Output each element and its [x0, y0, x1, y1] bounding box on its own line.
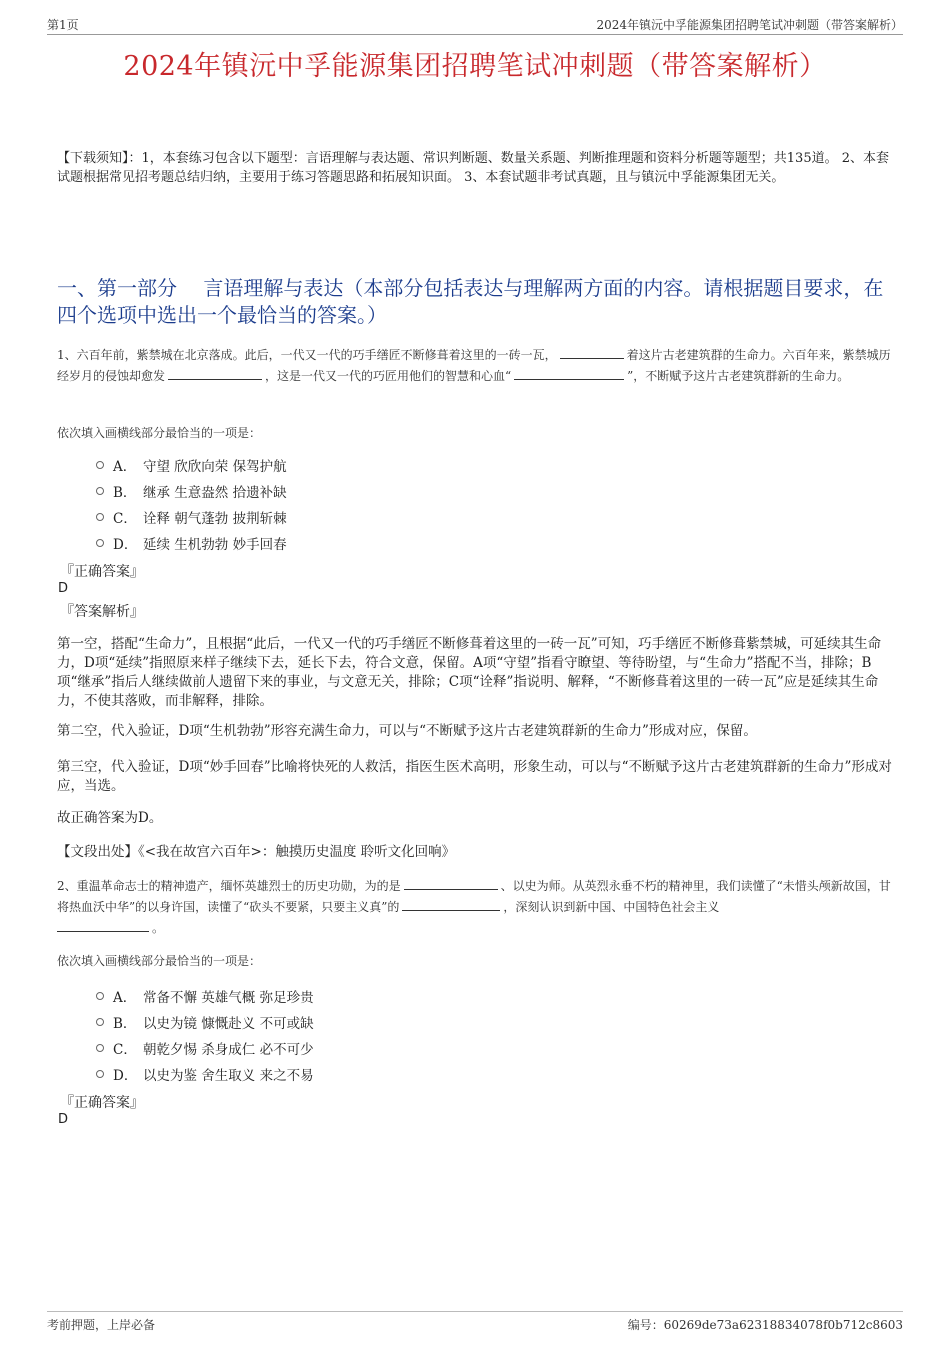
- option-letter: A．: [113, 459, 137, 475]
- section-heading: 一、第一部分 言语理解与表达（本部分包括表达与理解两方面的内容。请根据题目要求，在四个选项中选出一个最恰当的答案。）: [57, 276, 884, 327]
- option-letter: B．: [113, 1016, 137, 1032]
- option-d[interactable]: [96, 1061, 314, 1087]
- radio-icon[interactable]: [96, 513, 104, 521]
- radio-icon[interactable]: [96, 487, 104, 495]
- question-2-prompt: 依次填入画横线部分最恰当的一项是：: [57, 954, 262, 968]
- option-letter: A．: [113, 990, 137, 1006]
- correct-answer-label: 『正确答案』: [60, 1095, 144, 1111]
- option-letter: C．: [113, 1042, 137, 1058]
- analysis-paragraph: 第二空，代入验证，D项“生机勃勃”形容充满生命力，可以与“不断赋予这片古老建筑群新的生命力”形成对应，保留。: [57, 723, 757, 739]
- fill-blank: [57, 919, 149, 932]
- q1-stem-part: 1、六百年前，紫禁城在北京落成。此后，一代又一代的巧手缮匠不断修葺着这里的一砖一瓦，: [57, 348, 557, 362]
- q2-stem-part: ，深刻认识到新中国、中国特色社会主义: [503, 900, 720, 914]
- radio-icon[interactable]: [96, 461, 104, 469]
- option-b[interactable]: [96, 1009, 314, 1035]
- option-letter: C．: [113, 511, 137, 527]
- option-d[interactable]: [96, 530, 287, 556]
- question-1-options: [96, 452, 287, 556]
- footer-serial: 编号：60269de73a62318834078f0b712c8603: [627, 1318, 903, 1332]
- option-text: 以史为镜 慷慨赴义 不可或缺: [143, 1016, 314, 1032]
- analysis-paragraph: 第一空，搭配“生命力”，且根据“此后，一代又一代的巧手缮匠不断修葺着这里的一砖一瓦”可知，巧手缮匠不断修葺紫禁城，可延续其生命力，D项“延续”指照原来样子继续下去，延长下去，符合文意，保留。A项“守望”指看守瞭望、等待盼望，与“生命力”搭配不当，排除；B项“继承”指后人继续做前人遗留下来的事业，与文意无关，排除；C项“诠释”指说明、解释，“不断修葺着这里的一砖一瓦”应是延续其生命力，不使其落败，而非解释，排除。: [57, 636, 882, 709]
- option-text: 诠释 朝气蓬勃 披荆斩棘: [143, 511, 287, 527]
- option-letter: B．: [113, 485, 137, 501]
- option-text: 以史为鉴 舍生取义 来之不易: [143, 1068, 314, 1084]
- option-a[interactable]: [96, 983, 314, 1009]
- option-text: 延续 生机勃勃 妙手回春: [143, 537, 287, 553]
- option-c[interactable]: [96, 1035, 314, 1061]
- fill-blank: [402, 898, 500, 911]
- text-source: 【文段出处】《<我在故宫六百年>：触摸历史温度 聆听文化回响》: [57, 844, 456, 860]
- radio-icon[interactable]: [96, 1070, 104, 1078]
- q2-stem-part: 、以史为师。从英烈永垂不朽的精神里，我们读懂了“未惜头颅新故国，甘将热血沃中华”的以身许国，读懂了“砍头不要紧，只要主义真”的: [57, 879, 891, 914]
- q2-stem-part: 2、重温革命志士的精神遗产，缅怀英雄烈士的历史功勋，为的是: [57, 879, 401, 893]
- question-1-stem: [57, 345, 898, 387]
- correct-answer-value: D: [58, 1112, 69, 1127]
- fill-blank: [404, 877, 498, 890]
- page-footer: [47, 1311, 903, 1334]
- option-letter: D．: [113, 537, 138, 553]
- analysis-paragraph: 第三空，代入验证，D项“妙手回春”比喻将快死的人救活，指医生医术高明，形象生动，可以与“不断赋予这片古老建筑群新的生命力”形成对应，当选。: [57, 759, 892, 794]
- option-letter: D．: [113, 1068, 138, 1084]
- q2-stem-part: 。: [152, 921, 165, 935]
- radio-icon[interactable]: [96, 539, 104, 547]
- radio-icon[interactable]: [96, 1044, 104, 1052]
- download-notice: 【下载须知】：1，本套练习包含以下题型：言语理解与表达题、常识判断题、数量关系题、判断推理题和资料分析题等题型；共135道。 2、本套试题根据常见招考题总结归纳，主要用于练习答题思路和拓展知识面。 3、本套试题非考试真题，且与镇沅中孚能源集团无关。: [57, 151, 889, 185]
- analysis-label: 『答案解析』: [60, 604, 144, 620]
- option-a[interactable]: [96, 452, 287, 478]
- fill-blank: [514, 367, 624, 380]
- page-number: 第1页: [47, 18, 79, 32]
- option-text: 常备不懈 英雄气概 弥足珍贵: [143, 990, 314, 1006]
- fill-blank: [168, 367, 262, 380]
- document-title: 2024年镇沅中孚能源集团招聘笔试冲刺题（带答案解析）: [123, 51, 827, 82]
- question-2-options: [96, 983, 314, 1087]
- question-2-stem: [57, 876, 898, 939]
- fill-blank: [560, 346, 624, 359]
- option-b[interactable]: [96, 478, 287, 504]
- option-c[interactable]: [96, 504, 287, 530]
- option-text: 继承 生意盎然 拾遗补缺: [143, 485, 287, 501]
- option-text: 守望 欣欣向荣 保驾护航: [143, 459, 287, 475]
- correct-answer-value: D: [58, 581, 69, 596]
- footer-slogan: 考前押题，上岸必备: [47, 1318, 156, 1332]
- analysis-conclusion: 故正确答案为D。: [57, 810, 163, 826]
- question-1-prompt: 依次填入画横线部分最恰当的一项是：: [57, 426, 262, 440]
- correct-answer-label: 『正确答案』: [60, 564, 144, 580]
- page-header: [47, 14, 903, 35]
- q1-stem-part: 着这片古老建筑群的生命力。六百年来，紫禁城历经岁月的侵蚀却愈发: [57, 348, 891, 383]
- q1-stem-part: ”，不断赋予这片古老建筑群新的生命力。: [627, 369, 850, 383]
- radio-icon[interactable]: [96, 992, 104, 1000]
- option-text: 朝乾夕惕 杀身成仁 必不可少: [143, 1042, 314, 1058]
- header-doc-title: 2024年镇沅中孚能源集团招聘笔试冲刺题（带答案解析）: [596, 18, 903, 32]
- q1-stem-part: ，这是一代又一代的巧匠用他们的智慧和心血“: [265, 369, 512, 383]
- radio-icon[interactable]: [96, 1018, 104, 1026]
